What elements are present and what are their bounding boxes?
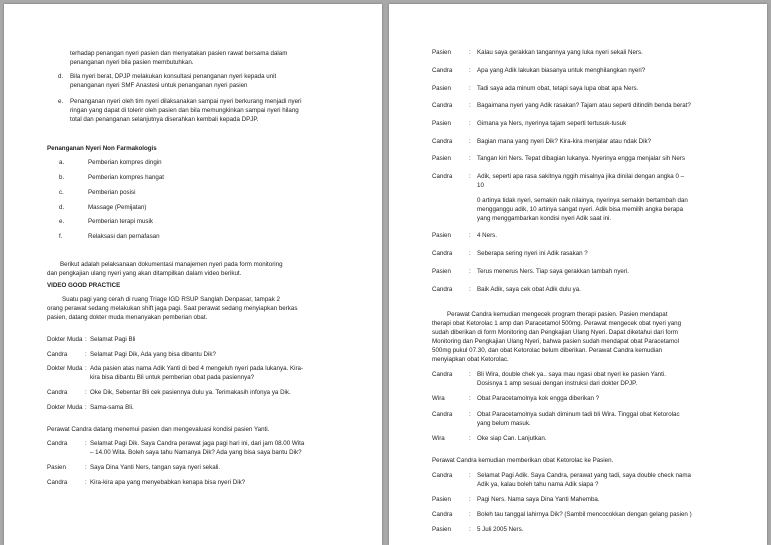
para-d-line: penanganan nyeri SMF Anastesi untuk penanganan nyeri pasien	[70, 82, 248, 89]
colon: :	[85, 440, 87, 447]
colon: :	[469, 411, 471, 418]
narration-line: menyiapkan obat Ketorolac.	[432, 356, 509, 363]
dialog-line: Oke Dik, Sebentar Bli cek pasiennya dulu ya. Terimakasih infonya ya Dik.	[90, 389, 291, 396]
speaker-label: Pasien	[432, 496, 451, 503]
colon: :	[469, 526, 471, 533]
section-heading: VIDEO GOOD PRACTICE	[47, 282, 121, 289]
intro-line: dan pengkajian ulang nyeri yang akan ditampilkan dalam video berikut.	[47, 270, 242, 277]
dialog-line: Adik ya, kalau boleh tahu nama Adik siapa ?	[477, 481, 599, 488]
dialog-line: Seberapa sering nyeri ini Adik rasakan ?	[477, 250, 588, 257]
dialog-line: Kalau saya gerakkan tangannya yang luka nyeri sekali Ners.	[477, 49, 643, 56]
dialog-line: Tadi saya ada minum obat, tetapi saya lupa obat apa Ners.	[477, 85, 639, 92]
speaker-label: Candra	[432, 138, 453, 145]
speaker-label: Pasien	[432, 232, 451, 239]
colon: :	[469, 286, 471, 293]
dialog-line: Adik, seperti apa rasa sakitnya nggih misalnya jika dinilai dengan angka 0 –	[477, 173, 685, 180]
speaker-label: Pasien	[432, 155, 451, 162]
dialog-line: Gimana ya Ners, nyerinya tajam seperti tertusuk-tusuk	[477, 120, 627, 127]
colon: :	[469, 250, 471, 257]
speaker-label: Candra	[432, 173, 453, 180]
list-letter: e.	[58, 98, 64, 105]
colon: :	[469, 173, 471, 180]
narration-line: Perawat Candra kemudian mengecek program therapi pasien. Pasien mendapat	[447, 311, 668, 318]
colon: :	[469, 435, 471, 442]
colon: :	[469, 496, 471, 503]
list-letter: f.	[59, 233, 63, 240]
dialog-line: Ada pasien atas nama Adik Yanti di bed 4 mengeluh nyeri pada lukanya. Kira-	[90, 365, 304, 372]
speaker-label: Candra	[432, 472, 453, 479]
dialog-line: Obat Paracetamolnya kok engga diberikan ?	[477, 395, 600, 402]
colon: :	[469, 67, 471, 74]
para-c-line: terhadap penangan nyeri pasien dan menyatakan pasien rawat bersama dalam	[70, 50, 288, 57]
speaker-label: Dokter Muda	[47, 404, 83, 411]
para-e-line: Penanganan nyeri oleh tim nyeri dilaksanakan sampai nyeri berkurang menjadi nyeri	[70, 98, 302, 105]
list-letter: c.	[59, 189, 64, 196]
para-e-line: ringan yang dapat di tolerir oleh pasien dan bila memungkinkan sampai nyeri hilang	[70, 107, 299, 114]
colon: :	[469, 232, 471, 239]
dialog-line: Bli Wira, double chek ya.. saya mau ngasi obat nyeri ke pasien Yanti.	[477, 371, 666, 378]
speaker-label: Dokter Muda	[47, 365, 83, 372]
colon: :	[469, 85, 471, 92]
colon: :	[469, 511, 471, 518]
colon: :	[85, 479, 87, 486]
document-page-right	[389, 4, 767, 545]
narration-line: therapi obat Ketorolac 1 amp dan Paracetamol 500mg. Perawat mengecek obat nyeri yang	[432, 320, 682, 327]
list-item: Pemberian terapi musik	[88, 218, 153, 225]
colon: :	[85, 351, 87, 358]
speaker-label: Candra	[432, 511, 453, 518]
speaker-label: Wira	[432, 395, 445, 402]
speaker-label: Candra	[432, 371, 453, 378]
dialog-line: 4 Ners.	[477, 232, 497, 239]
para-d-line: Bila nyeri berat, DPJP melakukan konsultasi penanganan nyeri kepada unit	[70, 73, 277, 80]
dialog-line: kira bisa dibantu Bli untuk pemberian obat pada pasiennya?	[90, 374, 255, 381]
colon: :	[469, 395, 471, 402]
narration-line: 500mg pukul 07.30, dan obat Ketorolac belum diberikan. Perawat Candra kemudian	[432, 347, 663, 354]
transition-line: Perawat Candra datang menemui pasien dan mengevaluasi kondisi pasien Yanti.	[47, 426, 270, 433]
speaker-label: Pasien	[432, 85, 451, 92]
speaker-label: Candra	[47, 351, 68, 358]
list-letter: b.	[59, 174, 65, 181]
intro-line: Berikut adalah pelaksanaan dokumentasi manajemen nyeri pada form monitoring	[60, 261, 283, 268]
speaker-label: Pasien	[432, 526, 451, 533]
speaker-label: Wira	[432, 435, 445, 442]
section-heading: Penanganan Nyeri Non Farmakologis	[47, 145, 157, 152]
speaker-label: Pasien	[432, 268, 451, 275]
dialog-line: Boleh tau tanggal lahirnya Dik? (Sambil mencocokkan dengan gelang pasien )	[477, 511, 692, 518]
colon: :	[469, 268, 471, 275]
narration-line: Monitoring dan Pengkajian Ulang Nyeri, bahwa pasien sudah mendapat obat Paracetamol	[432, 338, 679, 345]
list-item: Pemberian kompres hangat	[88, 174, 165, 181]
dialog-line: Selamat Pagi Adik. Saya Candra, perawat yang tadi, saya double check nama	[477, 472, 691, 479]
dialog-line: Baik Adik, saya cek obat Adik dulu ya.	[477, 286, 581, 293]
colon: :	[469, 138, 471, 145]
dialog-line: Pagi Ners. Nama saya Dina Yanti Mahemba.	[477, 496, 600, 503]
story-line: Suatu pagi yang cerah di ruang Triage IGD RSUP Sanglah Denpasar, tampak 2	[62, 296, 280, 303]
dialog-line: Bagian mana yang nyeri Dik? Kira-kira menjalar atau ndak Dik?	[477, 138, 652, 145]
colon: :	[85, 464, 87, 471]
scale-line: mengganggu adik, 10 artinya sangat nyeri. Adik bisa memilih angka berapa	[477, 206, 684, 213]
dialog-line: yang belum masuk.	[477, 420, 531, 427]
dialog-line: Selamat Pagi Bli	[90, 336, 136, 343]
speaker-label: Candra	[432, 250, 453, 257]
speaker-label: Pasien	[47, 464, 66, 471]
list-item: Relaksasi dan pernafasan	[88, 233, 160, 240]
dialog-line: Kira-kira apa yang menyebabkan kenapa bisa nyeri Dik?	[90, 479, 246, 486]
dialog-line: Selamat Pagi Dik. Saya Candra perawat jaga pagi hari ini, dari jam 08.00 Wita	[90, 440, 305, 447]
list-item: Pemberian kompres dingin	[88, 159, 162, 166]
speaker-label: Pasien	[432, 120, 451, 127]
list-item: Pemberian posisi	[88, 189, 136, 196]
list-letter: a.	[59, 159, 65, 166]
colon: :	[469, 472, 471, 479]
list-item: Massage (Pemijatan)	[88, 204, 147, 211]
speaker-label: Candra	[47, 389, 68, 396]
colon: :	[85, 365, 87, 372]
colon: :	[469, 371, 471, 378]
list-letter: e.	[59, 218, 65, 225]
dialog-line: Sama-sama Bli.	[90, 404, 134, 411]
colon: :	[85, 389, 87, 396]
speaker-label: Candra	[47, 440, 68, 447]
scale-line: 0 artinya tidak nyeri, semakin naik nilainya, nyerinya semakin bertambah dan	[477, 197, 688, 204]
speaker-label: Pasien	[432, 49, 451, 56]
narration-line: Perawat Candra kemudian memberikan obat Ketorolac ke Pasien.	[432, 457, 614, 464]
speaker-label: Dokter Muda	[47, 336, 83, 343]
colon: :	[469, 120, 471, 127]
dialog-line: Apa yang Adik lakukan biasanya untuk menghilangkan nyeri?	[477, 67, 646, 74]
scale-line: yang menggambarkan kondisi nyeri Adik saat ini.	[477, 215, 612, 222]
dialog-line: 5 Juli 2005 Ners.	[477, 526, 524, 533]
dialog-line: Saya Dina Yanti Ners, tangan saya nyeri sekali.	[90, 464, 221, 471]
dialog-line: Tangan kiri Ners. Tepat dibagian lukanya. Nyerinya engga menjalar sih Ners	[477, 155, 685, 162]
dialog-line: Oke siap Can. Lanjutkan.	[477, 435, 547, 442]
narration-line: sudah diberikan di form Monitoring dan Pengkajian Ulang Nyeri. Dapat diketahui dari form	[432, 329, 678, 336]
dialog-line: Bagaimana nyeri yang Adik rasakan? Tajam atau seperti ditindih benda berat?	[477, 102, 691, 109]
story-line: orang perawat sedang melakukan shift jaga pagi. Saat perawat sedang menyiapkan berkas	[47, 305, 298, 312]
list-letter: d.	[58, 73, 64, 80]
speaker-label: Candra	[47, 479, 68, 486]
dialog-line: Dosisnya 1 amp sesuai dengan instruksi dari dokter DPJP.	[477, 380, 638, 387]
colon: :	[469, 102, 471, 109]
speaker-label: Candra	[432, 102, 453, 109]
para-c-line: penanganan nyeri bila pasien membutuhkan.	[70, 59, 194, 66]
speaker-label: Candra	[432, 67, 453, 74]
dialog-line: Selamat Pagi Dik, Ada yang bisa dibantu Dik?	[90, 351, 216, 358]
document-page-left	[4, 4, 382, 545]
list-letter: d.	[59, 204, 65, 211]
dialog-line: – 14.00 Wita. Boleh saya tahu Namanya Dik? Ada yang bisa saya bantu Dik?	[90, 449, 302, 456]
dialog-line: 10	[477, 182, 484, 189]
speaker-label: Candra	[432, 411, 453, 418]
colon: :	[469, 155, 471, 162]
speaker-label: Candra	[432, 286, 453, 293]
colon: :	[85, 336, 87, 343]
colon: :	[469, 49, 471, 56]
para-e-line: total dan penanganan selanjutnya diserahkan kembali kepada DPJP.	[70, 116, 259, 123]
dialog-line: Obat Paracetamolnya sudah diminum tadi bli Wira. Tinggal obat Ketorolac	[477, 411, 680, 418]
dialog-line: Terus menerus Ners. Tiap saya gerakkan tambah nyeri.	[477, 268, 630, 275]
story-line: pasien, datang dokter muda menanyakan pemberian obat.	[47, 314, 208, 321]
colon: :	[85, 404, 87, 411]
